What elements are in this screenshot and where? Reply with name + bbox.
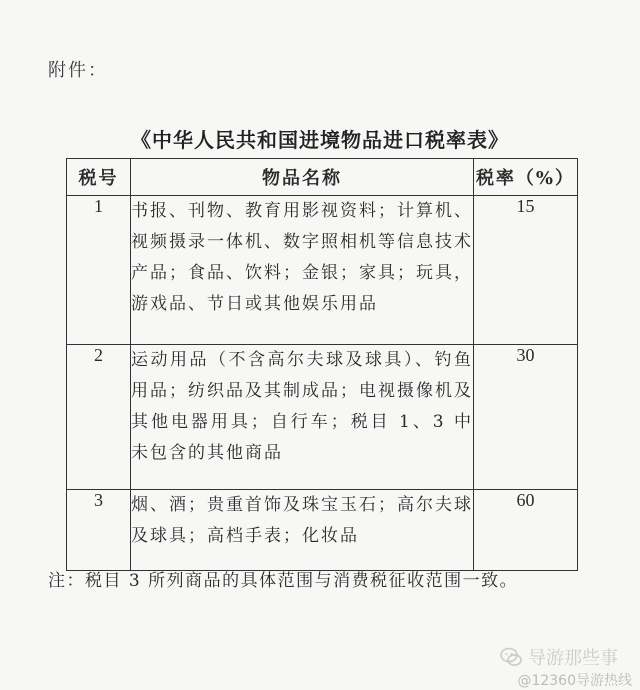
header-tax-rate: 税率（%）: [474, 159, 578, 196]
item-name-cell: 烟、酒；贵重首饰及珠宝玉石；高尔夫球及球具；高档手表；化妆品: [131, 490, 474, 571]
table-row: [67, 196, 578, 345]
tax-code-cell: 1: [67, 196, 131, 345]
item-name-cell: 书报、刊物、教育用影视资料；计算机、视频摄录一体机、数字照相机等信息技术产品；食品、饮料；金银；家具；玩具，游戏品、节日或其他娱乐用品: [131, 196, 474, 345]
tax-code-cell: 2: [67, 345, 131, 490]
table-row: [67, 345, 578, 490]
header-tax-code: 税号: [67, 159, 131, 196]
table-footnote: 注：税目 3 所列商品的具体范围与消费税征收范围一致。: [48, 571, 519, 591]
document-title: 《中华人民共和国进境物品进口税率表》: [131, 128, 509, 152]
table-header-row: [67, 159, 578, 196]
tax-rate-cell: 30: [474, 345, 578, 490]
tax-rate-table: [66, 158, 578, 571]
tax-code-cell: 3: [67, 490, 131, 571]
wechat-icon: [500, 646, 522, 668]
item-name-cell: 运动用品（不含高尔夫球及球具）、钓鱼用品；纺织品及其制成品；电视摄像机及其他电器用具；自行车；税目 1、3 中未包含的其他商品: [131, 345, 474, 490]
tax-rate-cell: 60: [474, 490, 578, 571]
tax-rate-cell: 15: [474, 196, 578, 345]
table-row: [67, 490, 578, 571]
attachment-label: 附件：: [48, 60, 108, 81]
header-item-name: 物品名称: [131, 159, 474, 196]
watermark-account-name: 导游那些事: [528, 648, 618, 669]
watermark-account: [500, 644, 618, 670]
watermark-weibo: @12360导游热线: [517, 673, 632, 689]
